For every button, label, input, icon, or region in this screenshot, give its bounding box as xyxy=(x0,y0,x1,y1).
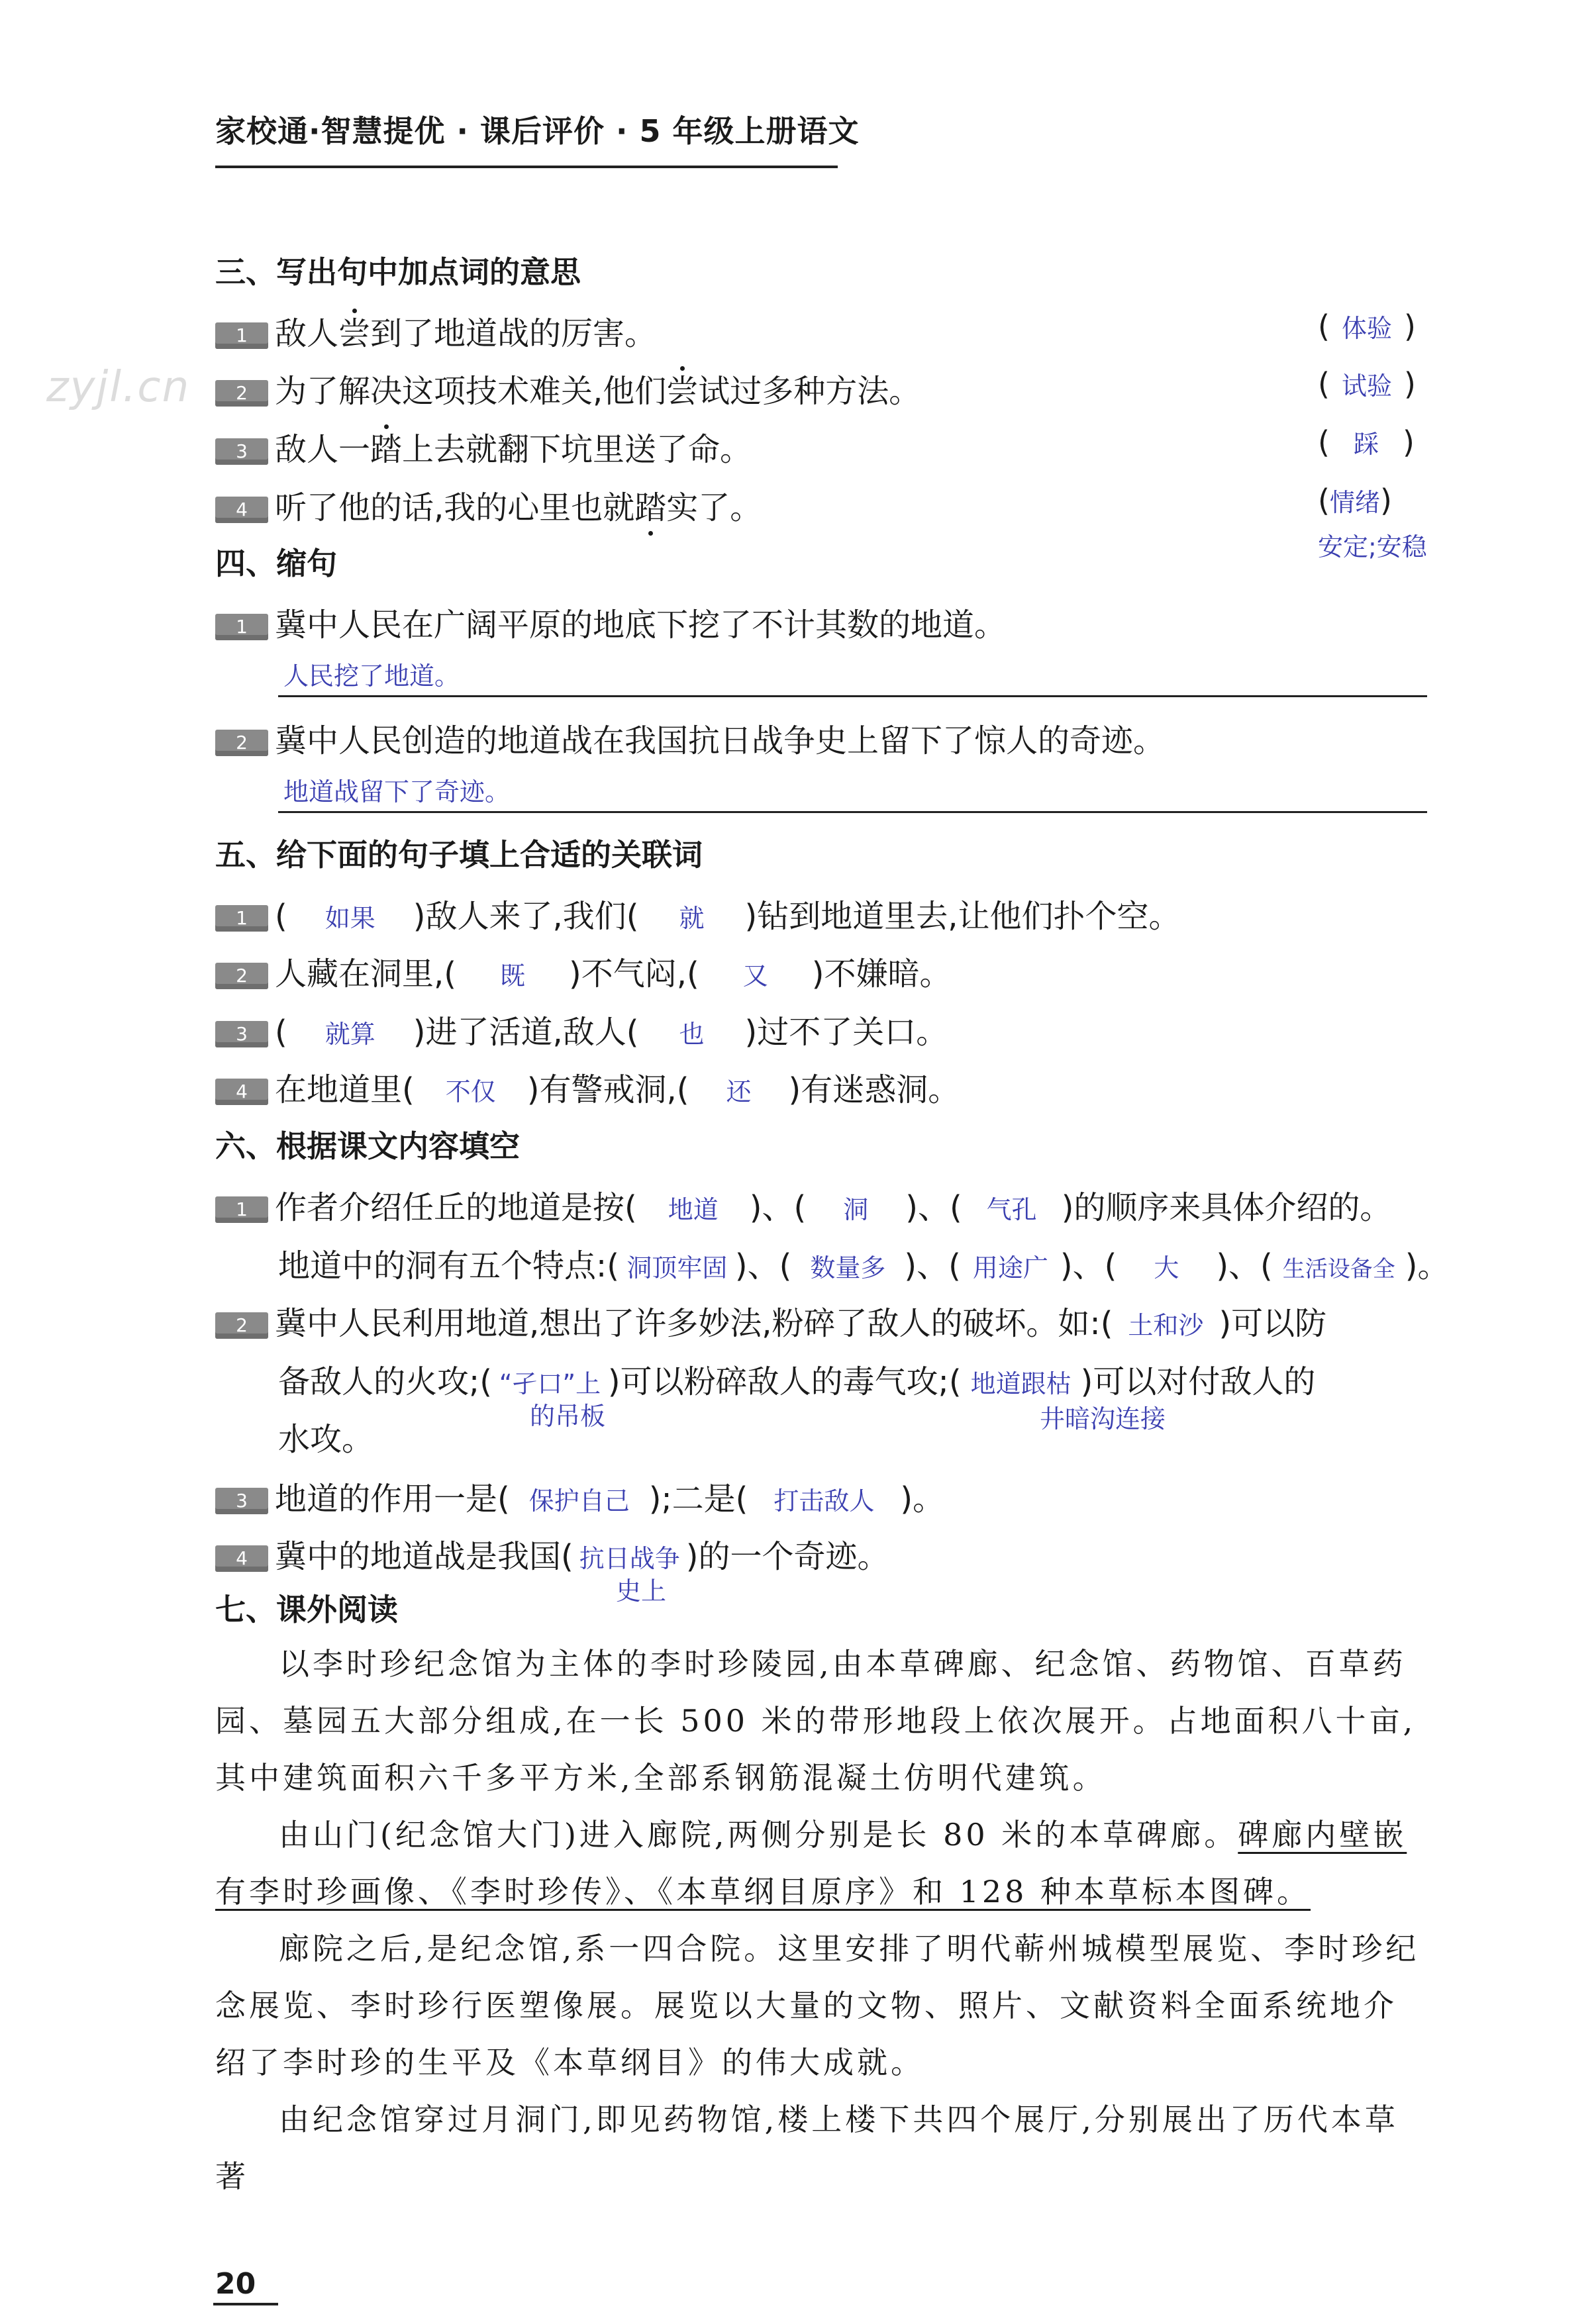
item-number-badge: 1 xyxy=(215,905,268,932)
section-3-title: 三、写出句中加点词的意思 xyxy=(215,254,581,290)
item-number-badge: 2 xyxy=(215,380,268,407)
paragraph-1: 以李时珍纪念馆为主体的李时珍陵园,由本草碑廊、纪念馆、药物馆、百草药园、墓园五大部分组成,在一长 500 米的带形地段上依次展开。占地面积八十亩,其中建筑面积六千多平方米,全部系钢筋混凝土仿明代建筑。 xyxy=(215,1646,1417,1796)
page-number: 20 xyxy=(215,2267,256,2301)
dotted-char: 踏 xyxy=(370,431,403,468)
sec6-item-2: 2 冀中人民利用地道,想出了许多妙法,粉碎了敌人的破坏。如:( 土和沙 )可以防 xyxy=(215,1298,1326,1343)
sec4-item-1: 1 冀中人民在广阔平原的地底下挖了不计其数的地道。 xyxy=(215,599,1006,645)
item-number-badge: 1 xyxy=(215,614,268,640)
sec6-item-2-line2: 备敌人的火攻;( “孑口”上 )可以粉碎敌人的毒气攻;( 地道跟枯 )可以对付敌人的 xyxy=(278,1363,1316,1400)
answer-line xyxy=(278,695,1427,697)
sec6-answer-2c-cont: 井暗沟连接 xyxy=(1040,1404,1166,1433)
watermark: zyjl.cn xyxy=(46,363,191,412)
item-number-badge: 2 xyxy=(215,1312,268,1339)
item-number-badge: 3 xyxy=(215,1021,268,1047)
item-number-badge: 2 xyxy=(215,963,268,989)
header-rule xyxy=(215,166,838,168)
sec4-answer-2: 地道战留下了奇迹。 xyxy=(283,777,511,806)
sec5-item-3: 3 ( 就算 )进了活道,敌人( 也 )过不了关口。 xyxy=(215,1006,948,1052)
item-number-badge: 4 xyxy=(215,1545,268,1572)
paragraph-2: 由山门(纪念馆大门)进入廊院,两侧分别是长 80 米的本草碑廊。碑廊内壁嵌有李时珍画像、《李时珍传》、《本草纲目原序》和 128 种本草标本图碑。 xyxy=(215,1817,1407,1910)
dotted-char: 踏 xyxy=(634,489,667,526)
item-number-badge: 3 xyxy=(215,438,268,465)
page-header: 家校通·智慧提优 · 课后评价 · 5 年级上册语文 xyxy=(215,113,860,149)
section-7-title: 七、课外阅读 xyxy=(215,1592,398,1627)
item-number-badge: 3 xyxy=(215,1488,268,1514)
reading-passage xyxy=(215,1635,1427,2205)
sec6-answer-2b-cont: 的吊板 xyxy=(530,1402,606,1431)
sec3-answer-4-extra: 安定;安稳 xyxy=(1318,532,1427,561)
paragraph-4: 由纪念馆穿过月洞门,即见药物馆,楼上楼下共四个展厅,分别展出了历代本草著 xyxy=(215,2102,1399,2194)
sec5-item-4: 4 在地道里( 不仅 )有警戒洞,( 还 )有迷惑洞。 xyxy=(215,1064,960,1110)
sec5-item-1: 1 ( 如果 )敌人来了,我们( 就 )钻到地道里去,让他们扑个空。 xyxy=(215,891,1180,936)
sec3-item-2: 2 为了解决这项技术难关,他们尝试过多种方法。 xyxy=(215,365,921,411)
sec4-item-2: 2 冀中人民创造的地道战在我国抗日战争史上留下了惊人的奇迹。 xyxy=(215,715,1165,761)
underlined-sentence: 碑廊内壁嵌有李时珍画像、《李时珍传》、《本草纲目原序》和 128 种本草标本图碑。 xyxy=(215,1817,1407,1910)
item-number-badge: 1 xyxy=(215,322,268,349)
sec6-answer-4-cont: 史上 xyxy=(616,1576,667,1606)
item-number-badge: 2 xyxy=(215,730,268,756)
paragraph-3: 廊院之后,是纪念馆,系一四合院。这里安排了明代蕲州城模型展览、李时珍纪念展览、李时珍行医塑像展。展览以大量的文物、照片、文献资料全面系统地介绍了李时珍的生平及《本草纲目》的伟大成就。 xyxy=(215,1931,1420,2080)
sec6-item-1-line2: 地道中的洞有五个特点:( 洞顶牢固 )、( 数量多 )、( 用途广 )、( 大 )、( 生活设备全 )。 xyxy=(278,1247,1450,1284)
dotted-char: 尝 xyxy=(666,373,699,410)
sec3-item-4: 4 听了他的话,我的心里也就踏实了。 xyxy=(215,482,762,528)
sec6-item-4: 4 冀中的地道战是我国( 抗日战争 )的一个奇迹。 xyxy=(215,1531,889,1576)
sec3-answer-3: ( 踩 ) xyxy=(1318,424,1415,460)
sec3-answer-1: ( 体验 ) xyxy=(1318,309,1416,344)
sec3-answer-4: (情绪) xyxy=(1318,483,1392,518)
item-number-badge: 4 xyxy=(215,1079,268,1105)
item-number-badge: 1 xyxy=(215,1196,268,1223)
sec3-item-3: 3 敌人一踏上去就翻下坑里送了命。 xyxy=(215,424,752,469)
sec6-item-2-line3: 水攻。 xyxy=(278,1421,374,1458)
sec4-answer-1: 人民挖了地道。 xyxy=(283,661,460,691)
answer-line xyxy=(278,811,1427,813)
dotted-char: 尝 xyxy=(338,315,371,352)
sec3-item-1: 1 敌人尝到了地道战的厉害。 xyxy=(215,308,656,354)
sec6-item-3: 3 地道的作用一是( 保护自己 );二是( 打击敌人 )。 xyxy=(215,1473,944,1519)
section-6-title: 六、根据课文内容填空 xyxy=(215,1128,520,1164)
sec3-answer-2: ( 试验 ) xyxy=(1318,366,1416,402)
sec5-item-2: 2 人藏在洞里,( 既 )不气闷,( 又 )不嫌暗。 xyxy=(215,948,951,994)
section-4-title: 四、缩句 xyxy=(215,546,337,581)
item-number-badge: 4 xyxy=(215,497,268,523)
sec6-item-1: 1 作者介绍任丘的地道是按( 地道 )、( 洞 )、( 气孔 )的顺序来具体介绍的。 xyxy=(215,1182,1391,1228)
page-number-rule xyxy=(213,2303,278,2305)
section-5-title: 五、给下面的句子填上合适的关联词 xyxy=(215,837,703,873)
